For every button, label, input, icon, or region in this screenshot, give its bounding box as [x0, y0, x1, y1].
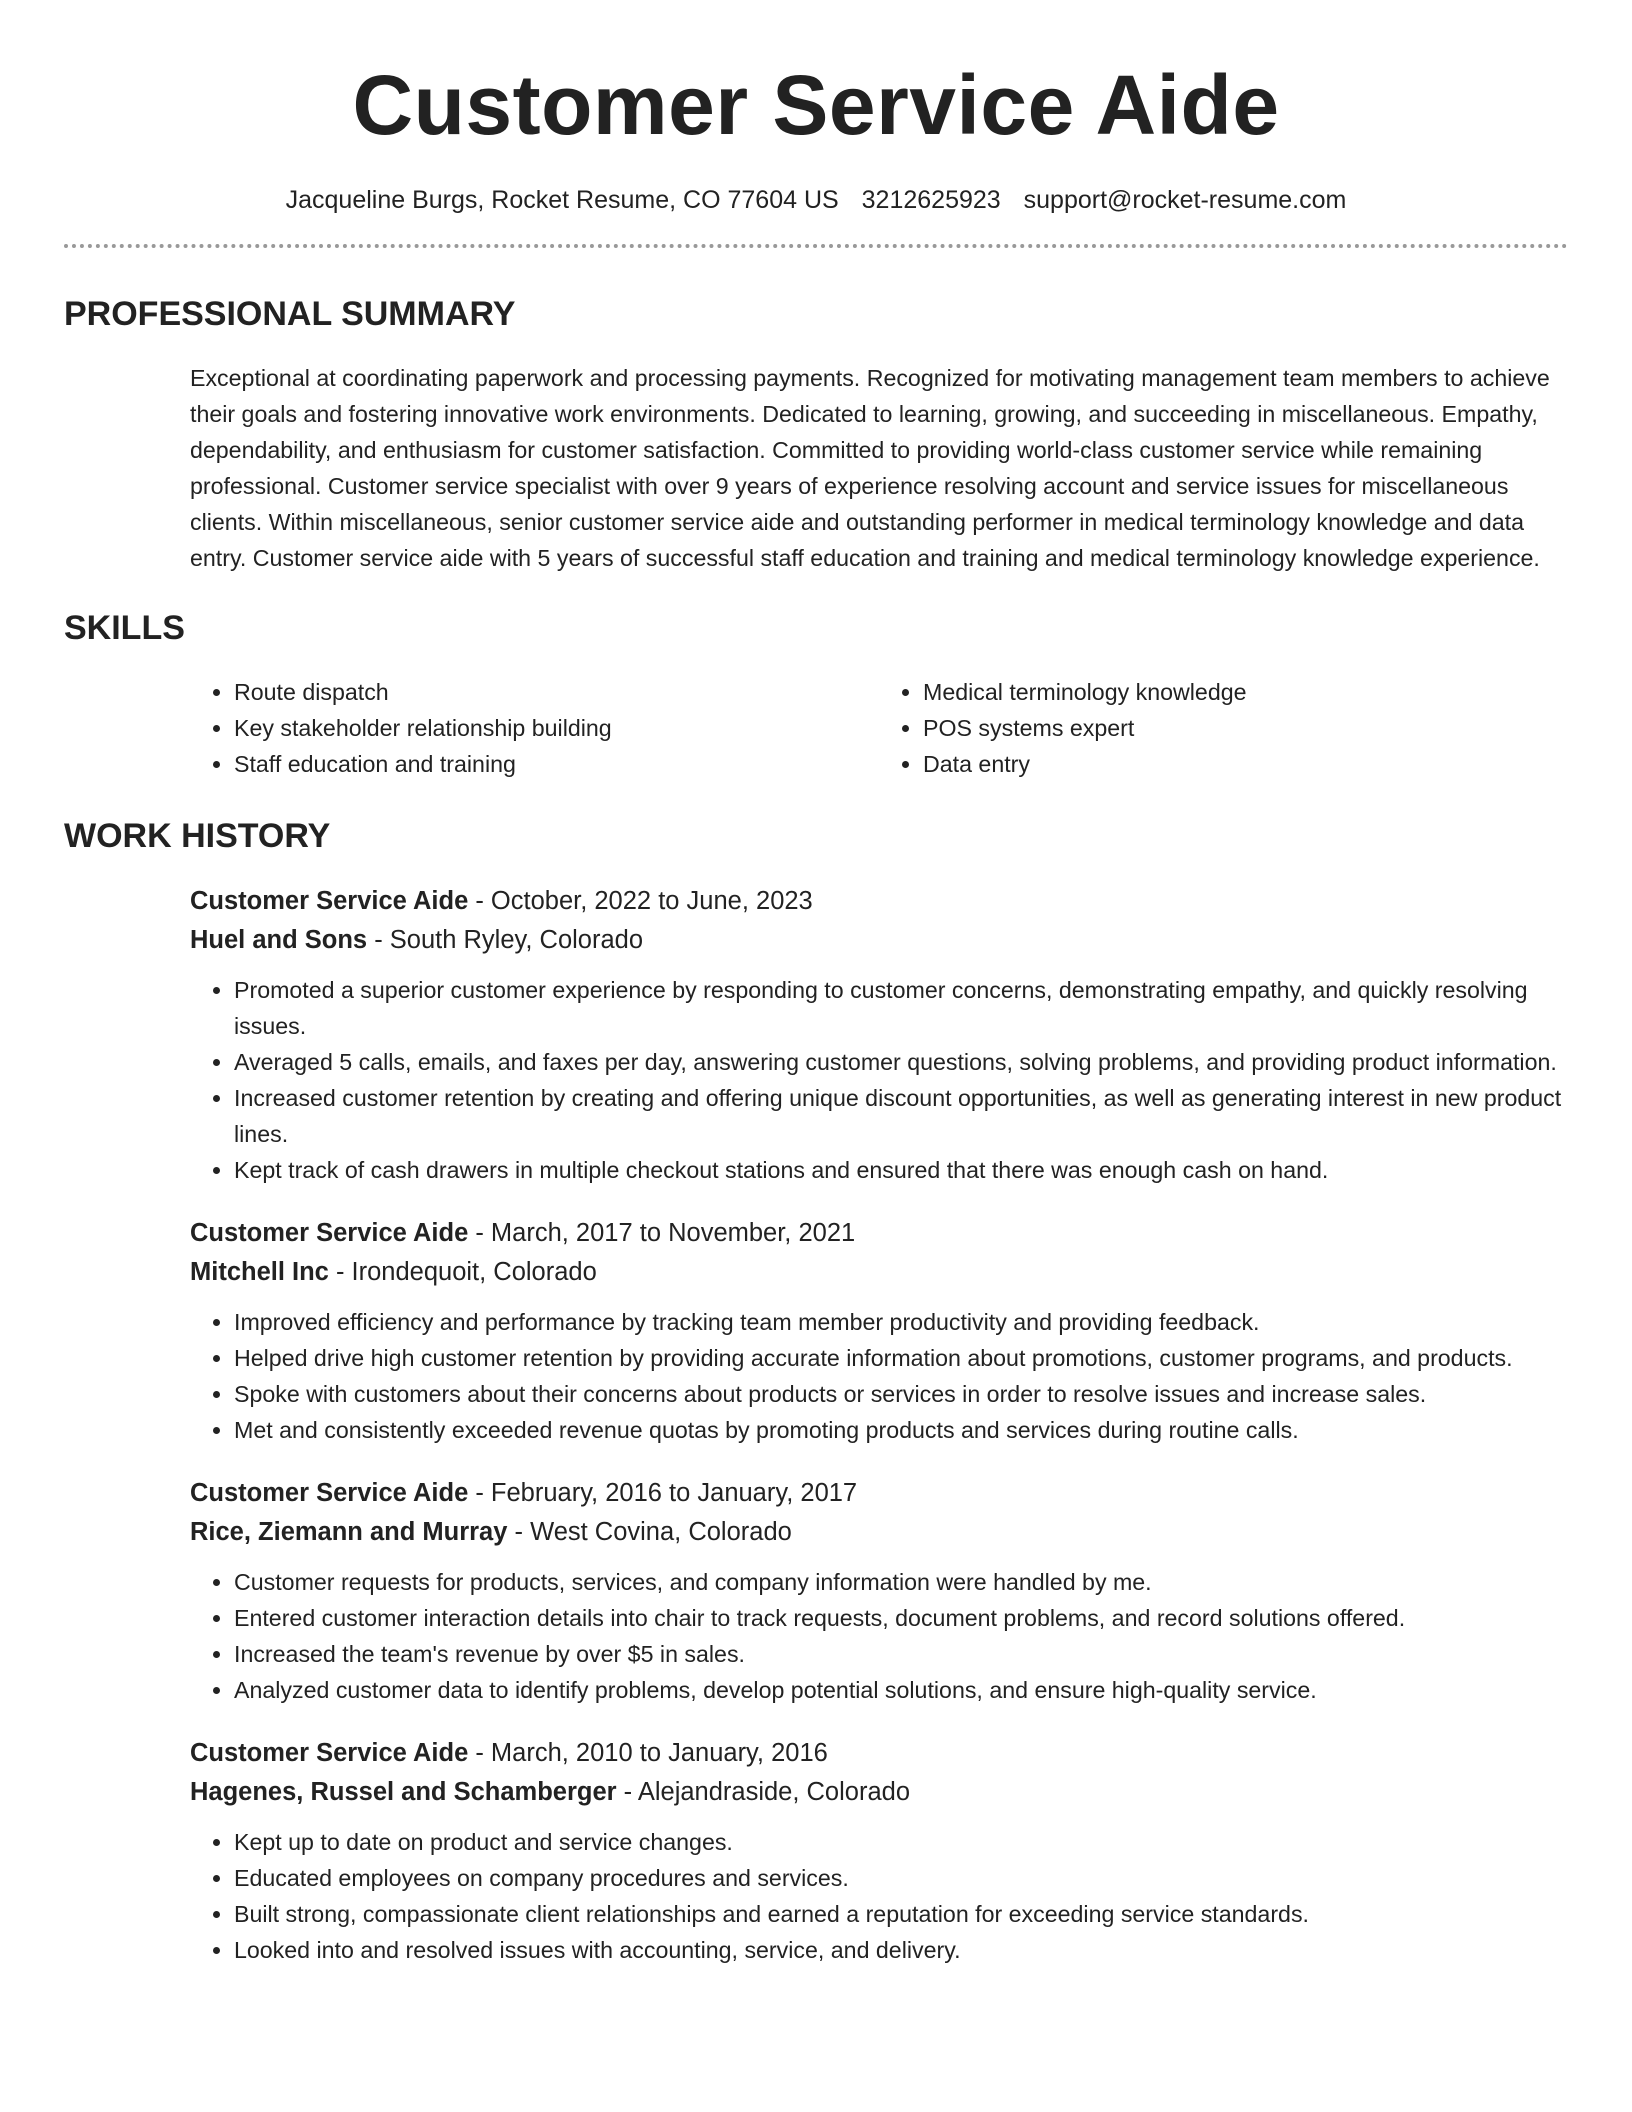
skill-item: • Staff education and training [234, 746, 879, 782]
job-bullet: • Spoke with customers about their concerns about products or services in order to resolve issues and increase sales. [234, 1376, 1584, 1412]
job-title-line [190, 1474, 1568, 1513]
job-entry [190, 1734, 1568, 1968]
resume-title: Customer Service Aide [352, 58, 1280, 152]
job-dates: - March, 2017 to November, 2021 [468, 1219, 856, 1247]
job-bullet: • Entered customer interaction details into chair to track requests, document problems, and record solutions offered. [234, 1600, 1584, 1636]
job-bullet: • Increased the team's revenue by over $5 in sales. [234, 1636, 1584, 1672]
header-divider [64, 244, 1568, 248]
job-bullet: • Averaged 5 calls, emails, and faxes per day, answering customer questions, solving problems, and providing product information. [234, 1044, 1584, 1080]
job-bullets [190, 1564, 1584, 1708]
job-title: Customer Service Aide [190, 1219, 469, 1247]
skills-heading: SKILLS [64, 609, 185, 647]
summary-heading: PROFESSIONAL SUMMARY [64, 295, 516, 333]
contact-address: Jacqueline Burgs, Rocket Resume, CO 77604 US [285, 186, 839, 214]
job-bullets [190, 1304, 1584, 1448]
job-bullet: • Promoted a superior customer experience by responding to customer concerns, demonstrating empathy, and quickly resolving issues. [234, 972, 1584, 1044]
contact-line [64, 184, 1568, 216]
job-title: Customer Service Aide [190, 1479, 469, 1507]
job-bullets [190, 1824, 1584, 1968]
job-title-line [190, 1214, 1568, 1253]
skill-item: • Key stakeholder relationship building [234, 710, 879, 746]
job-bullets [190, 972, 1584, 1188]
job-bullet: • Helped drive high customer retention by providing accurate information about promotions, customer programs, and products. [234, 1340, 1584, 1376]
job-location: - West Covina, Colorado [507, 1518, 792, 1546]
skill-item: • POS systems expert [923, 710, 1568, 746]
job-dates: - March, 2010 to January, 2016 [468, 1739, 828, 1767]
job-bullet: • Looked into and resolved issues with accounting, service, and delivery. [234, 1932, 1584, 1968]
resume-page [64, 0, 1568, 1968]
job-bullet: • Customer requests for products, services, and company information were handled by me. [234, 1564, 1584, 1600]
skills-list [190, 674, 1568, 782]
skills-column-left [190, 674, 879, 782]
work-history-heading: WORK HISTORY [64, 817, 331, 855]
skill-item: • Route dispatch [234, 674, 879, 710]
job-company: Rice, Ziemann and Murray [190, 1518, 508, 1546]
job-dates: - October, 2022 to June, 2023 [468, 887, 813, 915]
job-bullet: • Kept track of cash drawers in multiple checkout stations and ensured that there was enough cash on hand. [234, 1152, 1584, 1188]
job-company: Huel and Sons [190, 926, 368, 954]
job-bullet: • Improved efficiency and performance by tracking team member productivity and providing feedback. [234, 1304, 1584, 1340]
job-company-line [190, 921, 1568, 960]
job-bullet: • Educated employees on company procedures and services. [234, 1860, 1584, 1896]
contact-phone: 3212625923 [861, 186, 1001, 214]
job-company-line [190, 1253, 1568, 1292]
job-bullet: • Analyzed customer data to identify problems, develop potential solutions, and ensure high-quality service. [234, 1672, 1584, 1708]
skill-item: • Data entry [923, 746, 1568, 782]
contact-email[interactable]: support@rocket-resume.com [1023, 186, 1347, 214]
summary-text: Exceptional at coordinating paperwork and processing payments. Recognized for motivating management team members to achieve their goals and fostering innovative work environments. Dedicated to learning, growing, and succeeding in miscellaneous. Empathy, dependability, and enthusiasm for customer satisfaction. Committed to providing world-class customer service while remaining professional. Customer service specialist with over 9 years of experience resolving account and service issues for miscellaneous clients. Within miscellaneous, senior customer service aide and outstanding performer in medical terminology knowledge and data entry. Customer service aide with 5 years of successful staff education and training and medical terminology knowledge experience. [190, 365, 1550, 571]
job-bullet: • Met and consistently exceeded revenue quotas by promoting products and services during routine calls. [234, 1412, 1584, 1448]
job-company-line [190, 1513, 1568, 1552]
job-entry [190, 1214, 1568, 1448]
job-bullet: • Increased customer retention by creating and offering unique discount opportunities, as well as generating interest in new product lines. [234, 1080, 1584, 1152]
skill-item: • Medical terminology knowledge [923, 674, 1568, 710]
job-entry [190, 882, 1568, 1188]
job-title-line [190, 882, 1568, 921]
job-title-line [190, 1734, 1568, 1773]
job-company: Mitchell Inc [190, 1258, 329, 1286]
job-bullet: • Kept up to date on product and service changes. [234, 1824, 1584, 1860]
job-location: - Alejandraside, Colorado [616, 1778, 911, 1806]
job-title: Customer Service Aide [190, 1739, 469, 1767]
job-company-line [190, 1773, 1568, 1812]
job-location: - South Ryley, Colorado [367, 926, 644, 954]
job-bullet: • Built strong, compassionate client relationships and earned a reputation for exceeding service standards. [234, 1896, 1584, 1932]
job-dates: - February, 2016 to January, 2017 [468, 1479, 858, 1507]
job-location: - Irondequoit, Colorado [328, 1258, 597, 1286]
job-company: Hagenes, Russel and Schamberger [190, 1778, 617, 1806]
job-title: Customer Service Aide [190, 887, 469, 915]
skills-column-right [879, 674, 1568, 782]
job-entry [190, 1474, 1568, 1708]
